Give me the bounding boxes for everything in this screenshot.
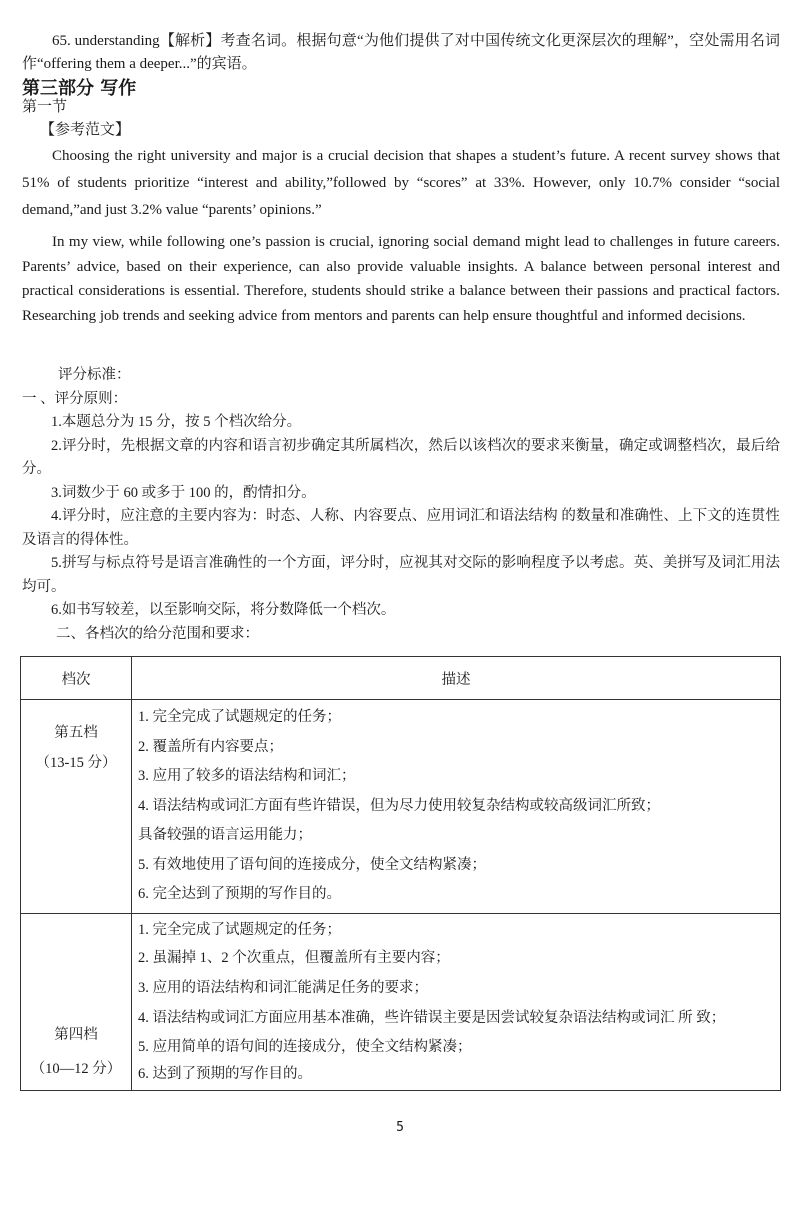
principles-heading: 一 、评分原则： xyxy=(22,390,128,407)
essay-paragraph: In my view, while following one’s passion is crucial, ignoring social demand might lead to challenges in future careers. Parents’ advice, based on their experience, can also provide valuable insights. A balance between personal interest and practical considerations is essential. Therefore, students should strike a balance between their passions and practical factors. Researching job trends and seeking advice from mentors and parents can help ensure thoughtful and informed decisions. xyxy=(22,234,780,324)
description-item: 6. 达到了预期的写作目的。 xyxy=(138,1065,312,1082)
level-name: 第五档 xyxy=(54,725,98,741)
answer-65-explanation: 65. understanding【解析】考查名词。根据句意“为他们提供了对中国传统文化更深层次的理解”，空处需用名词作“offering them a deeper...”的宾语。 xyxy=(22,33,780,72)
column-header-description: 描述 xyxy=(132,657,781,700)
level-name: 第四档 xyxy=(54,1026,98,1043)
criteria-title: 评分标准： xyxy=(58,367,131,383)
description-item: 2. 虽漏掉 1、2 个次重点，但覆盖所有主要内容； xyxy=(138,949,450,966)
description-item: 具备较强的语言运用能力； xyxy=(138,827,312,843)
sample-essay xyxy=(22,143,780,328)
subsection-title: 第一节 xyxy=(22,99,68,115)
level-range: （13-15 分） xyxy=(35,755,117,771)
scoring-levels-table xyxy=(20,656,781,1091)
description-item: 1. 完全完成了试题规定的任务； xyxy=(138,921,341,938)
description-item: 1. 完全完成了试题规定的任务； xyxy=(138,709,341,725)
principle-item: 4.评分时，应注意的主要内容为：时态、人称、内容要点、应用词汇和语法结构 的数量和准确性、上下文的连贯性及语言的得体性。 xyxy=(22,508,780,548)
column-header-level: 档次 xyxy=(21,657,132,700)
principle-item: 2.评分时，先根据文章的内容和语言初步确定其所属档次，然后以该档次的要求来衡量，确定或调整档次，最后给分。 xyxy=(22,437,780,477)
levels-heading: 二、各档次的给分范围和要求： xyxy=(56,625,259,642)
principle-item: 3.词数少于 60 或多于 100 的，酌情扣分。 xyxy=(51,484,316,501)
level-range: （10—12 分） xyxy=(30,1060,122,1077)
description-item: 4. 语法结构或词汇方面有些许错误，但为尽力使用较复杂结构或较高级词汇所致； xyxy=(138,797,660,814)
principle-item: 5.拼写与标点符号是语言准确性的一个方面，评分时，应视其对交际的影响程度予以考虑。英、美拼写及词汇用法均可。 xyxy=(22,555,780,595)
principle-item: 1.本题总分为 15 分，按 5 个档次给分。 xyxy=(51,414,302,430)
description-item: 2. 覆盖所有内容要点； xyxy=(138,738,283,755)
sample-essay-label: 【参考范文】 xyxy=(40,122,131,138)
description-item: 3. 应用了较多的语法结构和词汇； xyxy=(138,768,356,784)
table-row xyxy=(21,913,781,1090)
description-item: 3. 应用的语法结构和词汇能满足任务的要求； xyxy=(138,979,428,996)
table-row xyxy=(21,700,781,914)
principle-item: 6.如书写较差，以至影响交际，将分数降低一个档次。 xyxy=(51,602,396,618)
description-item: 5. 应用简单的语句间的连接成分，使全文结构紧凑； xyxy=(138,1038,472,1055)
essay-paragraph: Choosing the right university and major is a crucial decision that shapes a student’s future. A recent survey shows that 51% of students prioritize “interest and ability,”followed by “scores” at 33%. However, only 10.7% consider “social demand,”and just 3.2% value “parents’ opinions.” xyxy=(22,148,780,218)
description-item: 4. 语法结构或词汇方面应用基本准确，些许错误主要是因尝试较复杂语法结构或词汇 所 致； xyxy=(138,1009,726,1026)
scoring-criteria xyxy=(22,364,780,646)
page-number: 5 xyxy=(396,1120,404,1135)
description-item: 6. 完全达到了预期的写作目的。 xyxy=(138,886,341,902)
section-heading: 第三部分 写作 xyxy=(22,78,137,99)
description-item: 5. 有效地使用了语句间的连接成分，使全文结构紧凑； xyxy=(138,856,486,873)
table-header-row xyxy=(21,657,781,700)
